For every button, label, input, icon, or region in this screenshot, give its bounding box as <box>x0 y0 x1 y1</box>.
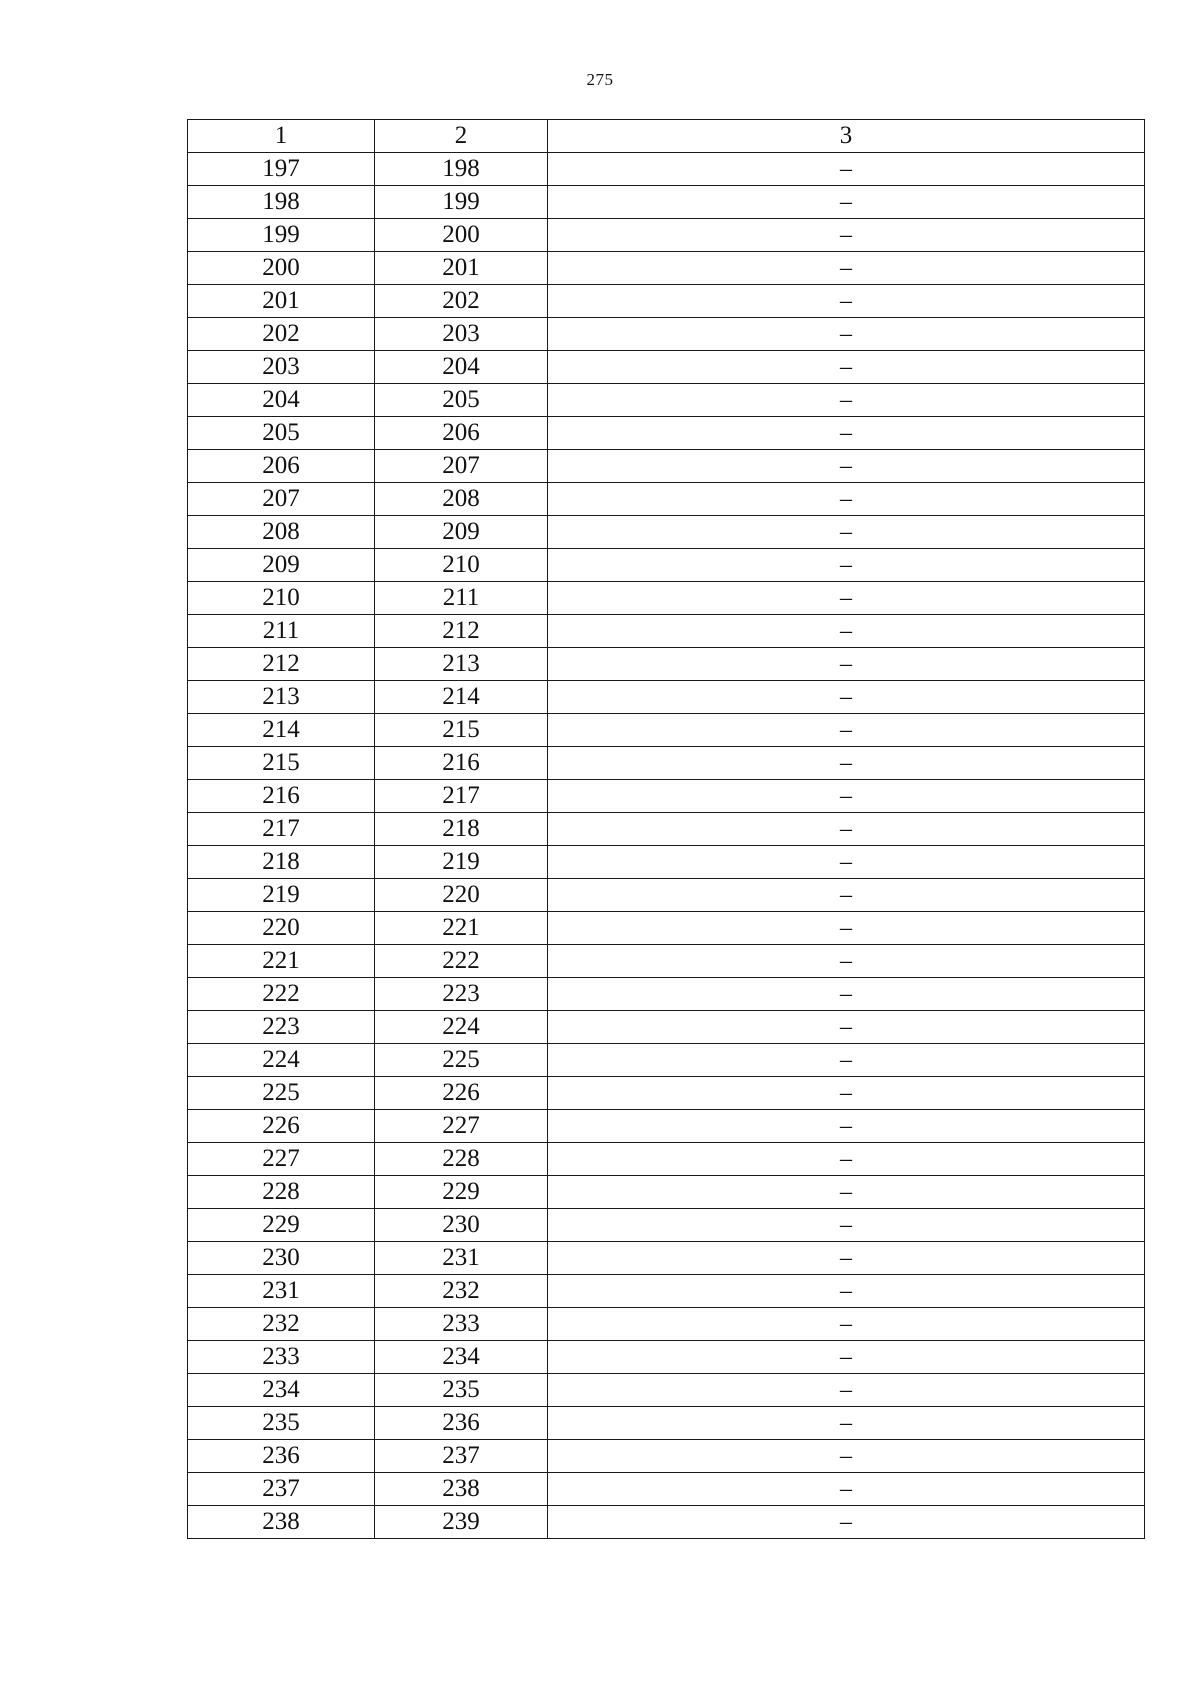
table-cell-col-1: 217 <box>188 813 375 846</box>
table-cell-col-1: 214 <box>188 714 375 747</box>
table-row <box>188 1077 1145 1110</box>
table-row <box>188 1044 1145 1077</box>
column-header-1: 1 <box>188 120 375 153</box>
table-cell-col-3: – <box>548 912 1145 945</box>
table-cell-col-3: – <box>548 1308 1145 1341</box>
table-row <box>188 450 1145 483</box>
table-cell-col-3: – <box>548 318 1145 351</box>
table-cell-col-1: 221 <box>188 945 375 978</box>
table-cell-col-2: 205 <box>375 384 548 417</box>
table-row <box>188 549 1145 582</box>
table-cell-col-2: 235 <box>375 1374 548 1407</box>
table-cell-col-3: – <box>548 714 1145 747</box>
table-cell-col-2: 225 <box>375 1044 548 1077</box>
table-row <box>188 945 1145 978</box>
table-cell-col-2: 204 <box>375 351 548 384</box>
table-cell-col-2: 198 <box>375 153 548 186</box>
table-cell-col-3: – <box>548 483 1145 516</box>
table-cell-col-2: 213 <box>375 648 548 681</box>
table-cell-col-1: 203 <box>188 351 375 384</box>
table-cell-col-1: 237 <box>188 1473 375 1506</box>
table-row <box>188 252 1145 285</box>
table-cell-col-1: 229 <box>188 1209 375 1242</box>
table-row <box>188 1407 1145 1440</box>
table-row <box>188 1308 1145 1341</box>
table-cell-col-2: 233 <box>375 1308 548 1341</box>
table-cell-col-2: 239 <box>375 1506 548 1539</box>
table-cell-col-1: 197 <box>188 153 375 186</box>
table-cell-col-3: – <box>548 549 1145 582</box>
table-cell-col-3: – <box>548 1341 1145 1374</box>
table-row <box>188 912 1145 945</box>
table-cell-col-1: 230 <box>188 1242 375 1275</box>
table-cell-col-2: 207 <box>375 450 548 483</box>
table-cell-col-3: – <box>548 351 1145 384</box>
table-cell-col-1: 210 <box>188 582 375 615</box>
table-row <box>188 681 1145 714</box>
table-cell-col-2: 220 <box>375 879 548 912</box>
table-cell-col-3: – <box>548 384 1145 417</box>
table-cell-col-2: 230 <box>375 1209 548 1242</box>
table-row <box>188 1275 1145 1308</box>
table-cell-col-2: 223 <box>375 978 548 1011</box>
table-cell-col-3: – <box>548 450 1145 483</box>
table-cell-col-3: – <box>548 780 1145 813</box>
table-row <box>188 186 1145 219</box>
table-cell-col-3: – <box>548 1011 1145 1044</box>
table-cell-col-1: 232 <box>188 1308 375 1341</box>
table-cell-col-3: – <box>548 417 1145 450</box>
table-cell-col-1: 215 <box>188 747 375 780</box>
table-row <box>188 1440 1145 1473</box>
column-header-2: 2 <box>375 120 548 153</box>
table-cell-col-1: 201 <box>188 285 375 318</box>
table-row <box>188 1209 1145 1242</box>
column-header-3: 3 <box>548 120 1145 153</box>
table-cell-col-2: 226 <box>375 1077 548 1110</box>
table-cell-col-2: 219 <box>375 846 548 879</box>
table-cell-col-3: – <box>548 1473 1145 1506</box>
table-row <box>188 879 1145 912</box>
table-cell-col-3: – <box>548 1440 1145 1473</box>
page-number: 275 <box>586 70 614 89</box>
table-cell-col-3: – <box>548 1110 1145 1143</box>
table-cell-col-3: – <box>548 1506 1145 1539</box>
table-cell-col-1: 225 <box>188 1077 375 1110</box>
table-row <box>188 1110 1145 1143</box>
table-cell-col-3: – <box>548 1209 1145 1242</box>
table-row <box>188 615 1145 648</box>
table-row <box>188 483 1145 516</box>
table-cell-col-3: – <box>548 1044 1145 1077</box>
table-cell-col-1: 202 <box>188 318 375 351</box>
table-cell-col-3: – <box>548 846 1145 879</box>
table-cell-col-1: 228 <box>188 1176 375 1209</box>
table-cell-col-3: – <box>548 681 1145 714</box>
table-cell-col-1: 208 <box>188 516 375 549</box>
table-cell-col-3: – <box>548 879 1145 912</box>
table-row <box>188 648 1145 681</box>
table-cell-col-1: 199 <box>188 219 375 252</box>
table-cell-col-2: 232 <box>375 1275 548 1308</box>
table-cell-col-2: 238 <box>375 1473 548 1506</box>
table-cell-col-3: – <box>548 153 1145 186</box>
table-cell-col-2: 212 <box>375 615 548 648</box>
table-cell-col-1: 209 <box>188 549 375 582</box>
table-cell-col-1: 222 <box>188 978 375 1011</box>
table-row <box>188 780 1145 813</box>
table-cell-col-2: 209 <box>375 516 548 549</box>
table-cell-col-3: – <box>548 219 1145 252</box>
table-cell-col-1: 223 <box>188 1011 375 1044</box>
table-cell-col-1: 205 <box>188 417 375 450</box>
table-cell-col-2: 211 <box>375 582 548 615</box>
table-cell-col-1: 236 <box>188 1440 375 1473</box>
header-row <box>188 120 1145 153</box>
table-cell-col-3: – <box>548 1077 1145 1110</box>
table-cell-col-2: 228 <box>375 1143 548 1176</box>
table-cell-col-3: – <box>548 516 1145 549</box>
table-cell-col-3: – <box>548 747 1145 780</box>
table-cell-col-1: 213 <box>188 681 375 714</box>
table-row <box>188 747 1145 780</box>
table-row <box>188 1473 1145 1506</box>
table-cell-col-3: – <box>548 945 1145 978</box>
table-cell-col-2: 202 <box>375 285 548 318</box>
table-cell-col-1: 198 <box>188 186 375 219</box>
table-cell-col-2: 222 <box>375 945 548 978</box>
table-cell-col-1: 207 <box>188 483 375 516</box>
table-cell-col-1: 204 <box>188 384 375 417</box>
table-row <box>188 1341 1145 1374</box>
table-cell-col-1: 200 <box>188 252 375 285</box>
table-cell-col-2: 200 <box>375 219 548 252</box>
table-cell-col-1: 216 <box>188 780 375 813</box>
table-row <box>188 1143 1145 1176</box>
table-row <box>188 582 1145 615</box>
table-cell-col-1: 227 <box>188 1143 375 1176</box>
table-row <box>188 1011 1145 1044</box>
table-row <box>188 714 1145 747</box>
table-cell-col-1: 224 <box>188 1044 375 1077</box>
table-row <box>188 153 1145 186</box>
table-row <box>188 1374 1145 1407</box>
table-cell-col-3: – <box>548 1242 1145 1275</box>
table-cell-col-2: 229 <box>375 1176 548 1209</box>
data-table <box>187 119 1145 1539</box>
table-cell-col-2: 214 <box>375 681 548 714</box>
table-cell-col-3: – <box>548 1143 1145 1176</box>
table-cell-col-2: 221 <box>375 912 548 945</box>
table-cell-col-3: – <box>548 1407 1145 1440</box>
table-row <box>188 1506 1145 1539</box>
table-body <box>188 153 1145 1539</box>
table-cell-col-2: 217 <box>375 780 548 813</box>
table-cell-col-3: – <box>548 1176 1145 1209</box>
table-row <box>188 219 1145 252</box>
table-cell-col-1: 211 <box>188 615 375 648</box>
table-cell-col-1: 212 <box>188 648 375 681</box>
table-row <box>188 516 1145 549</box>
table-cell-col-2: 206 <box>375 417 548 450</box>
table-row <box>188 417 1145 450</box>
table-cell-col-2: 227 <box>375 1110 548 1143</box>
table-cell-col-2: 215 <box>375 714 548 747</box>
table-row <box>188 285 1145 318</box>
table-header <box>188 120 1145 153</box>
table-cell-col-1: 231 <box>188 1275 375 1308</box>
table-cell-col-3: – <box>548 186 1145 219</box>
table-cell-col-3: – <box>548 978 1145 1011</box>
table-cell-col-3: – <box>548 285 1145 318</box>
table-row <box>188 813 1145 846</box>
table-cell-col-2: 210 <box>375 549 548 582</box>
table-cell-col-2: 199 <box>375 186 548 219</box>
table-cell-col-2: 234 <box>375 1341 548 1374</box>
table-cell-col-3: – <box>548 1374 1145 1407</box>
table-cell-col-1: 234 <box>188 1374 375 1407</box>
table-cell-col-1: 226 <box>188 1110 375 1143</box>
table-cell-col-3: – <box>548 813 1145 846</box>
table-cell-col-2: 201 <box>375 252 548 285</box>
table-cell-col-2: 237 <box>375 1440 548 1473</box>
table-row <box>188 1242 1145 1275</box>
table-row <box>188 978 1145 1011</box>
table-cell-col-3: – <box>548 615 1145 648</box>
table-cell-col-2: 231 <box>375 1242 548 1275</box>
table-cell-col-3: – <box>548 582 1145 615</box>
table-row <box>188 384 1145 417</box>
table-row <box>188 846 1145 879</box>
table-cell-col-3: – <box>548 648 1145 681</box>
table-row <box>188 318 1145 351</box>
table-cell-col-1: 219 <box>188 879 375 912</box>
table-cell-col-1: 238 <box>188 1506 375 1539</box>
table-cell-col-2: 203 <box>375 318 548 351</box>
table-cell-col-2: 236 <box>375 1407 548 1440</box>
table-row <box>188 351 1145 384</box>
table-cell-col-2: 218 <box>375 813 548 846</box>
table-cell-col-1: 235 <box>188 1407 375 1440</box>
table-cell-col-3: – <box>548 1275 1145 1308</box>
table-row <box>188 1176 1145 1209</box>
table-cell-col-2: 216 <box>375 747 548 780</box>
table-cell-col-2: 224 <box>375 1011 548 1044</box>
table-cell-col-1: 220 <box>188 912 375 945</box>
table-cell-col-3: – <box>548 252 1145 285</box>
table-cell-col-1: 218 <box>188 846 375 879</box>
table-cell-col-2: 208 <box>375 483 548 516</box>
table-cell-col-1: 206 <box>188 450 375 483</box>
table-cell-col-1: 233 <box>188 1341 375 1374</box>
